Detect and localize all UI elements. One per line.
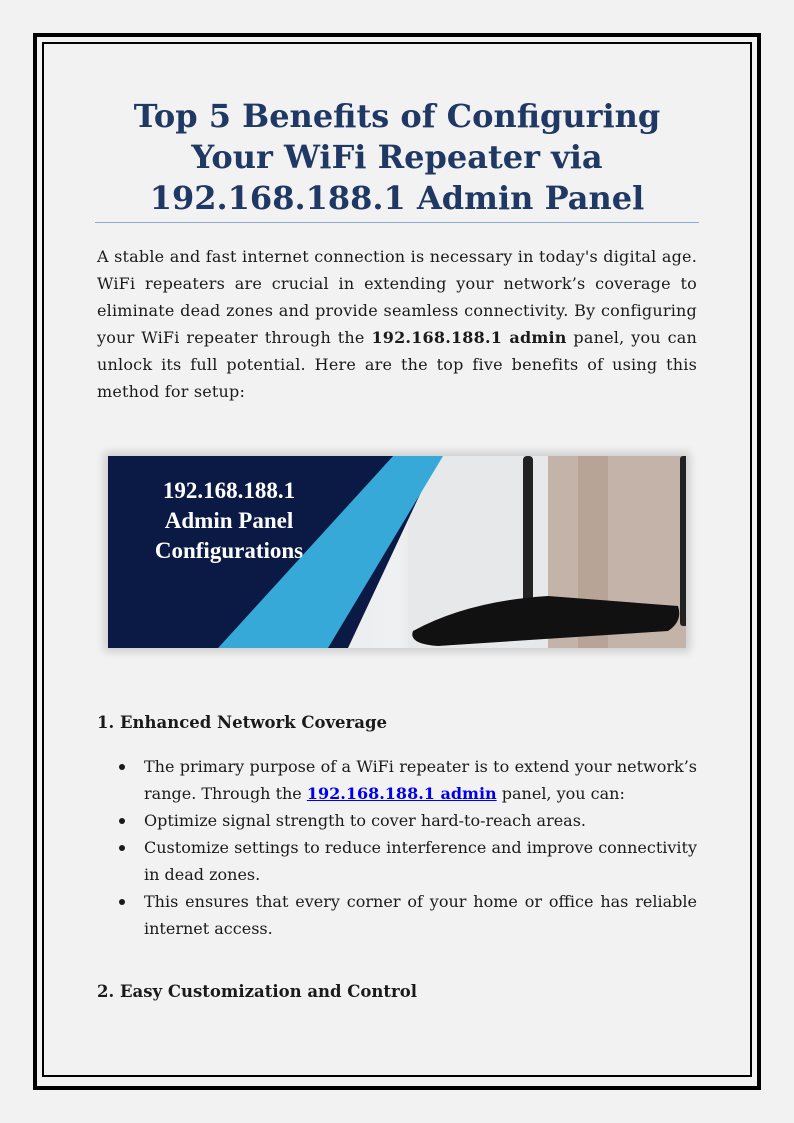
section-heading: 2. Easy Customization and Control [97,982,418,1001]
title-divider [95,222,699,223]
page-title: Top 5 Benefits of Configuring Your WiFi Repeater via 192.168.188.1 Admin Panel [133,97,661,217]
benefit-list [97,753,697,942]
list-item: This ensures that every corner of your home or office has reliable internet access. [144,888,697,942]
list-item: Customize settings to reduce interference and improve connectivity in dead zones. [144,834,697,888]
banner-image [108,456,686,648]
list-text: panel, you can: [496,784,625,803]
admin-link[interactable]: 192.168.188.1 admin [306,784,497,803]
intro-text-end: panel, you can unlock its full potential. Here are the top five benefits of using this method for setup: [97,328,698,401]
list-item [144,753,697,807]
list-text: The primary purpose of a WiFi repeater is to extend your network’s range. Through the [144,757,697,803]
banner-line: 192.168.188.1 [162,478,296,503]
intro-paragraph [97,243,697,405]
list-item: Optimize signal strength to cover hard-to-reach areas. [144,807,697,834]
intro-bold: 192.168.188.1 admin [371,328,567,347]
banner-caption [134,476,324,566]
banner-line: Configurations [154,538,304,563]
section-heading: 1. Enhanced Network Coverage [97,713,387,732]
banner-line: Admin Panel [164,508,294,533]
intro-text: A stable and fast internet connection is necessary in today's digital age. WiFi repeaters are crucial in extending your network’s coverage to eliminate dead zones and provide seamless connectivity. By configuring your WiFi repeater through the [97,247,697,347]
